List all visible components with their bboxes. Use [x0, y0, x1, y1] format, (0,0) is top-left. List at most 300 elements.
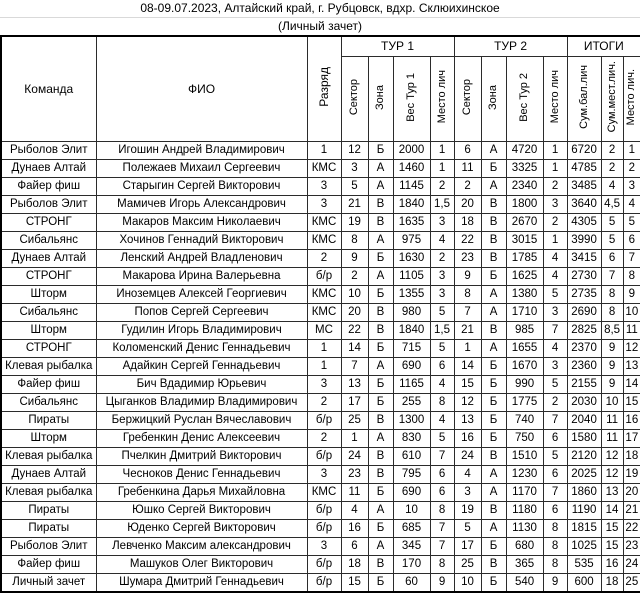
cell-fio: Машуков Олег Викторович	[96, 555, 307, 573]
cell-team: Клевая рыбалка	[1, 357, 96, 375]
cell-rank: КМС	[307, 285, 341, 303]
col-header-t2-place-label: Место лич	[548, 70, 561, 124]
cell-sum-points: 2690	[567, 303, 601, 321]
cell-t2-place: 6	[543, 501, 567, 519]
cell-fio: Хочинов Геннадий Викторович	[96, 231, 307, 249]
col-header-final-place	[623, 56, 640, 141]
page-subtitle: (Личный зачет)	[277, 19, 363, 33]
cell-t2-zone: Б	[481, 429, 506, 447]
cell-fio: Старыгин Сергей Викторович	[96, 177, 307, 195]
results-table	[0, 35, 640, 593]
cell-t1-zone: А	[368, 501, 393, 519]
cell-t2-sector: 18	[454, 213, 481, 231]
cell-sum-points: 2025	[567, 465, 601, 483]
cell-sum-points: 1815	[567, 519, 601, 537]
cell-t2-weight: 1230	[506, 465, 543, 483]
cell-t2-zone: Б	[481, 159, 506, 177]
cell-t1-zone: В	[368, 213, 393, 231]
cell-t2-sector: 6	[454, 141, 481, 159]
cell-fio: Иноземцев Алексей Георгиевич	[96, 285, 307, 303]
table-row	[1, 177, 640, 195]
cell-t1-sector: 22	[341, 321, 368, 339]
col-header-t1-place-label: Место лич	[435, 70, 448, 124]
cell-t2-place: 2	[543, 213, 567, 231]
table-row	[1, 555, 640, 573]
cell-t1-zone: В	[368, 555, 393, 573]
col-header-t2-sector-label: Сектор	[461, 78, 474, 116]
cell-final-place: 18	[623, 447, 640, 465]
cell-t1-weight: 1300	[393, 411, 430, 429]
cell-t2-place: 8	[543, 519, 567, 537]
cell-sum-places: 8	[601, 285, 623, 303]
cell-team: Рыболов Элит	[1, 537, 96, 555]
table-row	[1, 213, 640, 231]
cell-fio: Гребенкин Денис Алексеевич	[96, 429, 307, 447]
cell-t1-place: 7	[430, 519, 454, 537]
cell-t1-weight: 795	[393, 465, 430, 483]
cell-t2-sector: 4	[454, 465, 481, 483]
cell-rank: 3	[307, 177, 341, 195]
cell-sum-places: 5	[601, 231, 623, 249]
cell-rank: 3	[307, 465, 341, 483]
cell-t2-place: 7	[543, 411, 567, 429]
col-header-rank-label: Разряд	[317, 67, 331, 108]
cell-rank: б/р	[307, 447, 341, 465]
cell-t2-weight: 1785	[506, 249, 543, 267]
group-header-tour1: ТУР 1	[341, 36, 454, 56]
cell-t2-weight: 2670	[506, 213, 543, 231]
cell-t2-zone: Б	[481, 357, 506, 375]
table-row	[1, 375, 640, 393]
cell-t1-place: 9	[430, 573, 454, 592]
cell-t1-weight: 830	[393, 429, 430, 447]
cell-team: Шторм	[1, 321, 96, 339]
cell-sum-places: 12	[601, 465, 623, 483]
cell-t2-weight: 1130	[506, 519, 543, 537]
cell-rank: 3	[307, 195, 341, 213]
cell-t1-weight: 1840	[393, 321, 430, 339]
cell-t2-zone: Б	[481, 267, 506, 285]
cell-sum-points: 1860	[567, 483, 601, 501]
cell-t1-weight: 1630	[393, 249, 430, 267]
cell-t2-weight: 1510	[506, 447, 543, 465]
cell-rank: б/р	[307, 555, 341, 573]
cell-fio: Адайкин Сергей Геннадьевич	[96, 357, 307, 375]
table-row	[1, 357, 640, 375]
cell-rank: КМС	[307, 483, 341, 501]
cell-t1-zone: Б	[368, 141, 393, 159]
cell-final-place: 12	[623, 339, 640, 357]
cell-t1-sector: 8	[341, 231, 368, 249]
cell-sum-points: 2155	[567, 375, 601, 393]
table-row	[1, 447, 640, 465]
cell-t2-zone: А	[481, 177, 506, 195]
cell-fio: Бержицкий Руслан Вячеславович	[96, 411, 307, 429]
cell-final-place: 6	[623, 231, 640, 249]
cell-rank: б/р	[307, 267, 341, 285]
col-header-rank	[307, 36, 341, 141]
table-row	[1, 267, 640, 285]
cell-t2-weight: 2340	[506, 177, 543, 195]
cell-t1-weight: 170	[393, 555, 430, 573]
cell-t2-place: 1	[543, 231, 567, 249]
group-header-tour2: ТУР 2	[454, 36, 567, 56]
cell-t2-zone: В	[481, 213, 506, 231]
cell-sum-points: 1025	[567, 537, 601, 555]
cell-t2-sector: 11	[454, 159, 481, 177]
cell-final-place: 10	[623, 303, 640, 321]
cell-sum-points: 3640	[567, 195, 601, 213]
cell-t1-place: 4	[430, 411, 454, 429]
cell-rank: 1	[307, 141, 341, 159]
cell-team: СТРОНГ	[1, 339, 96, 357]
cell-rank: 1	[307, 357, 341, 375]
cell-team: Личный зачет	[1, 573, 96, 592]
cell-t1-zone: В	[368, 447, 393, 465]
col-header-t2-zone-label: Зона	[487, 84, 500, 110]
cell-t2-sector: 2	[454, 177, 481, 195]
cell-rank: б/р	[307, 519, 341, 537]
cell-t1-sector: 23	[341, 465, 368, 483]
cell-final-place: 21	[623, 501, 640, 519]
cell-sum-points: 2825	[567, 321, 601, 339]
cell-t1-sector: 7	[341, 357, 368, 375]
cell-t2-zone: Б	[481, 573, 506, 592]
cell-final-place: 5	[623, 213, 640, 231]
cell-t2-place: 4	[543, 267, 567, 285]
cell-t2-weight: 985	[506, 321, 543, 339]
cell-sum-places: 18	[601, 573, 623, 592]
cell-t2-place: 7	[543, 483, 567, 501]
cell-t1-weight: 690	[393, 357, 430, 375]
table-header	[1, 36, 640, 141]
cell-t1-weight: 690	[393, 483, 430, 501]
cell-t2-weight: 3015	[506, 231, 543, 249]
cell-t1-sector: 17	[341, 393, 368, 411]
cell-team: Файер фиш	[1, 375, 96, 393]
cell-final-place: 8	[623, 267, 640, 285]
col-header-t1-sector	[341, 56, 368, 141]
cell-t1-sector: 6	[341, 537, 368, 555]
cell-t1-place: 3	[430, 267, 454, 285]
cell-t1-sector: 14	[341, 339, 368, 357]
cell-fio: Попов Сергей Сергеевич	[96, 303, 307, 321]
cell-team: СТРОНГ	[1, 267, 96, 285]
cell-sum-points: 2370	[567, 339, 601, 357]
cell-rank: б/р	[307, 573, 341, 592]
col-header-fio: ФИО	[96, 36, 307, 141]
cell-sum-places: 16	[601, 555, 623, 573]
col-header-t1-zone-label: Зона	[374, 84, 386, 110]
cell-t2-sector: 21	[454, 321, 481, 339]
cell-t2-place: 8	[543, 555, 567, 573]
table-row	[1, 141, 640, 159]
cell-fio: Пчелкин Дмитрий Викторович	[96, 447, 307, 465]
cell-t1-zone: А	[368, 159, 393, 177]
col-header-team: Команда	[1, 36, 96, 141]
cell-team: Файер фиш	[1, 177, 96, 195]
cell-final-place: 14	[623, 375, 640, 393]
cell-sum-points: 3485	[567, 177, 601, 195]
cell-fio: Мамичев Игорь Александрович	[96, 195, 307, 213]
cell-sum-points: 2030	[567, 393, 601, 411]
cell-final-place: 1	[623, 141, 640, 159]
page-title: 08-09.07.2023, Алтайский край, г. Рубцовск, вдхр. Склюихинское	[0, 0, 640, 18]
cell-t2-zone: А	[481, 465, 506, 483]
cell-t1-zone: Б	[368, 375, 393, 393]
cell-team: СТРОНГ	[1, 213, 96, 231]
col-header-sum-places	[601, 56, 623, 141]
col-header-t2-weight-label: Вес Тур 2	[518, 72, 531, 122]
cell-t2-place: 4	[543, 339, 567, 357]
col-header-t1-weight	[393, 56, 430, 141]
cell-t1-weight: 1105	[393, 267, 430, 285]
cell-sum-points: 600	[567, 573, 601, 592]
cell-t1-place: 6	[430, 483, 454, 501]
group-header-totals: ИТОГИ	[567, 36, 640, 56]
cell-t2-zone: А	[481, 141, 506, 159]
cell-t1-place: 3	[430, 213, 454, 231]
cell-t2-sector: 14	[454, 357, 481, 375]
cell-fio: Юденко Сергей Викторович	[96, 519, 307, 537]
cell-t2-zone: В	[481, 249, 506, 267]
cell-rank: б/р	[307, 411, 341, 429]
cell-final-place: 25	[623, 573, 640, 592]
cell-final-place: 20	[623, 483, 640, 501]
table-row	[1, 159, 640, 177]
cell-t2-weight: 740	[506, 411, 543, 429]
cell-t2-place: 5	[543, 447, 567, 465]
cell-t2-sector: 12	[454, 393, 481, 411]
cell-sum-points: 2040	[567, 411, 601, 429]
cell-team: Клевая рыбалка	[1, 483, 96, 501]
cell-sum-points: 2360	[567, 357, 601, 375]
cell-fio: Полежаев Михаил Сергеевич	[96, 159, 307, 177]
table-row	[1, 393, 640, 411]
col-header-t1-weight-label: Вес Тур 1	[405, 72, 417, 122]
cell-t1-sector: 5	[341, 177, 368, 195]
cell-t1-place: 5	[430, 429, 454, 447]
cell-t2-zone: В	[481, 447, 506, 465]
cell-t1-weight: 60	[393, 573, 430, 592]
cell-fio: Ленский Андрей Владленович	[96, 249, 307, 267]
cell-t2-place: 5	[543, 285, 567, 303]
cell-t2-weight: 365	[506, 555, 543, 573]
cell-sum-points: 6720	[567, 141, 601, 159]
cell-t2-place: 3	[543, 303, 567, 321]
cell-t1-zone: А	[368, 429, 393, 447]
cell-t1-weight: 2000	[393, 141, 430, 159]
cell-t2-place: 6	[543, 465, 567, 483]
cell-rank: МС	[307, 321, 341, 339]
cell-t2-zone: В	[481, 195, 506, 213]
cell-t2-weight: 1655	[506, 339, 543, 357]
cell-t1-zone: А	[368, 357, 393, 375]
cell-t2-zone: А	[481, 303, 506, 321]
cell-t2-sector: 7	[454, 303, 481, 321]
table-row	[1, 195, 640, 213]
cell-t2-place: 2	[543, 177, 567, 195]
cell-t1-place: 6	[430, 357, 454, 375]
cell-sum-places: 11	[601, 411, 623, 429]
cell-sum-places: 5	[601, 213, 623, 231]
cell-sum-points: 3415	[567, 249, 601, 267]
cell-t1-sector: 19	[341, 213, 368, 231]
cell-rank: КМС	[307, 303, 341, 321]
cell-team: Рыболов Элит	[1, 141, 96, 159]
header-group-row	[1, 36, 640, 56]
cell-t1-place: 8	[430, 501, 454, 519]
table-row	[1, 501, 640, 519]
cell-t2-sector: 24	[454, 447, 481, 465]
cell-t1-sector: 18	[341, 555, 368, 573]
cell-fio: Цыганков Владимир Владимирович	[96, 393, 307, 411]
cell-t2-weight: 1170	[506, 483, 543, 501]
cell-sum-places: 6	[601, 249, 623, 267]
cell-t1-sector: 13	[341, 375, 368, 393]
cell-t2-weight: 1800	[506, 195, 543, 213]
cell-t1-place: 8	[430, 555, 454, 573]
cell-fio: Шумара Дмитрий Геннадьевич	[96, 573, 307, 592]
cell-t1-weight: 1460	[393, 159, 430, 177]
cell-t2-zone: В	[481, 501, 506, 519]
cell-rank: 2	[307, 249, 341, 267]
cell-rank: 1	[307, 339, 341, 357]
cell-t1-place: 3	[430, 285, 454, 303]
cell-t2-zone: Б	[481, 411, 506, 429]
cell-t1-place: 7	[430, 447, 454, 465]
cell-sum-points: 2730	[567, 267, 601, 285]
cell-t1-place: 5	[430, 339, 454, 357]
cell-t2-sector: 10	[454, 573, 481, 592]
cell-t1-zone: В	[368, 195, 393, 213]
cell-team: Сибальянс	[1, 231, 96, 249]
cell-t2-sector: 19	[454, 501, 481, 519]
cell-team: Шторм	[1, 429, 96, 447]
table-row	[1, 411, 640, 429]
cell-rank: 3	[307, 537, 341, 555]
cell-final-place: 7	[623, 249, 640, 267]
cell-t1-weight: 715	[393, 339, 430, 357]
col-header-sum-points-label: Сум.бал.лич	[577, 65, 590, 129]
cell-team: Пираты	[1, 519, 96, 537]
cell-fio: Гудилин Игорь Владимирович	[96, 321, 307, 339]
cell-rank: 2	[307, 393, 341, 411]
cell-sum-places: 8	[601, 303, 623, 321]
cell-t2-zone: А	[481, 483, 506, 501]
cell-t2-place: 4	[543, 249, 567, 267]
cell-team: Файер фиш	[1, 555, 96, 573]
col-header-t2-zone	[481, 56, 506, 141]
cell-t2-sector: 3	[454, 483, 481, 501]
cell-t1-weight: 685	[393, 519, 430, 537]
cell-sum-places: 11	[601, 429, 623, 447]
table-row	[1, 537, 640, 555]
cell-t1-weight: 1355	[393, 285, 430, 303]
cell-t2-place: 3	[543, 357, 567, 375]
cell-t2-place: 9	[543, 573, 567, 592]
cell-t2-weight: 1625	[506, 267, 543, 285]
cell-fio: Игошин Андрей Владимирович	[96, 141, 307, 159]
cell-t1-sector: 2	[341, 267, 368, 285]
cell-t1-place: 5	[430, 303, 454, 321]
cell-t2-sector: 17	[454, 537, 481, 555]
cell-t2-place: 5	[543, 375, 567, 393]
cell-t2-zone: В	[481, 555, 506, 573]
cell-t2-weight: 990	[506, 375, 543, 393]
cell-t2-place: 2	[543, 393, 567, 411]
cell-final-place: 2	[623, 159, 640, 177]
cell-final-place: 4	[623, 195, 640, 213]
cell-t1-zone: Б	[368, 339, 393, 357]
cell-final-place: 15	[623, 393, 640, 411]
cell-t1-zone: А	[368, 177, 393, 195]
cell-t2-zone: В	[481, 231, 506, 249]
cell-t1-zone: А	[368, 267, 393, 285]
cell-sum-points: 4785	[567, 159, 601, 177]
cell-t2-weight: 680	[506, 537, 543, 555]
cell-t1-zone: В	[368, 465, 393, 483]
cell-final-place: 22	[623, 519, 640, 537]
cell-sum-points: 3990	[567, 231, 601, 249]
table-row	[1, 249, 640, 267]
cell-t1-sector: 3	[341, 159, 368, 177]
cell-t2-place: 1	[543, 141, 567, 159]
cell-sum-places: 7	[601, 267, 623, 285]
cell-sum-places: 10	[601, 393, 623, 411]
cell-t2-sector: 20	[454, 195, 481, 213]
cell-fio: Макарова Ирина Валерьевна	[96, 267, 307, 285]
cell-team: Рыболов Элит	[1, 195, 96, 213]
cell-t2-place: 6	[543, 429, 567, 447]
cell-t2-zone: А	[481, 519, 506, 537]
cell-t1-weight: 1145	[393, 177, 430, 195]
cell-team: Клевая рыбалка	[1, 447, 96, 465]
col-header-sum-places-label: Сум.мест.лич.	[605, 61, 618, 133]
cell-sum-points: 1580	[567, 429, 601, 447]
cell-fio: Гребенкина Дарья Михайловна	[96, 483, 307, 501]
cell-t2-zone: Б	[481, 537, 506, 555]
cell-t2-weight: 1710	[506, 303, 543, 321]
col-header-t2-place	[543, 56, 567, 141]
cell-fio: Бич Вдадимир Юрьевич	[96, 375, 307, 393]
cell-t2-sector: 22	[454, 231, 481, 249]
table-row	[1, 465, 640, 483]
cell-team: Шторм	[1, 285, 96, 303]
cell-t2-sector: 15	[454, 375, 481, 393]
cell-t1-sector: 16	[341, 519, 368, 537]
cell-sum-places: 2	[601, 141, 623, 159]
cell-t2-weight: 3325	[506, 159, 543, 177]
cell-t1-place: 1	[430, 159, 454, 177]
cell-t2-sector: 9	[454, 267, 481, 285]
col-header-t2-weight	[506, 56, 543, 141]
cell-sum-places: 2	[601, 159, 623, 177]
cell-team: Дунаев Алтай	[1, 465, 96, 483]
cell-t1-zone: Б	[368, 285, 393, 303]
table-row	[1, 321, 640, 339]
cell-fio: Чесноков Денис Геннадьевич	[96, 465, 307, 483]
cell-t2-place: 3	[543, 195, 567, 213]
cell-t1-sector: 15	[341, 573, 368, 592]
cell-t2-sector: 16	[454, 429, 481, 447]
cell-sum-places: 9	[601, 339, 623, 357]
cell-t1-weight: 610	[393, 447, 430, 465]
cell-t1-sector: 25	[341, 411, 368, 429]
cell-t1-weight: 10	[393, 501, 430, 519]
cell-t2-place: 1	[543, 159, 567, 177]
cell-team: Сибальянс	[1, 303, 96, 321]
